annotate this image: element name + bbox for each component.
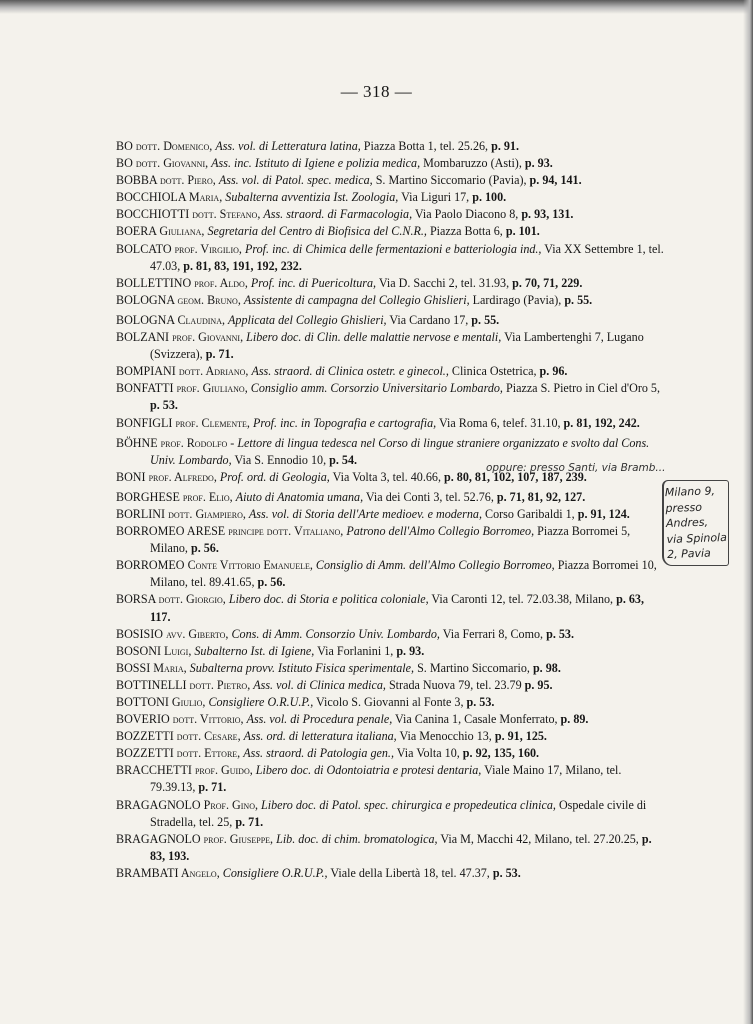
entry-pages: p. 71. [235,814,264,829]
entry-role: Prof. inc. di Puericoltura, [250,275,377,290]
entry-pages: p. 89. [560,712,589,727]
entry-pages: p. 96. [539,364,568,379]
entry-role: Consigliere O.R.U.P., [222,865,328,880]
entry-rest: Via Cardano 17, [386,312,472,327]
directory-entry [116,694,666,711]
entry-rest: S. Martino Siccomario (Pavia), [372,173,530,188]
entry-pages: p. 100. [472,190,507,205]
entry-role: Applicata del Collegio Ghislieri, [228,312,387,327]
entry-pages: p. 70, 71, 229. [512,275,583,290]
entry-role: Ass. vol. di Letteratura latina, [215,139,361,153]
entry-name: BRACCHETTI prof. Guido, [116,763,256,778]
entry-name: BOZZETTI dott. Cesare, [116,729,244,744]
entry-pages: p. 83, 193. [150,831,652,863]
entry-role: Prof. ord. di Geologia, [219,469,330,484]
entry-rest: Via Liguri 17, [398,190,473,205]
entry-pages: p. 53. [492,865,521,880]
entry-role: Subalterna provv. Istituto Fisica sperimentale, [189,660,415,675]
entry-role: Libero doc. di Odontoiatria e protesi dentaria, [255,763,482,778]
page-number: — 318 — [340,82,413,101]
entry-pages: p. 91, 124. [577,506,630,521]
entry-name: BRAGAGNOLO prof. Giuseppe, [116,831,277,846]
entry-pages: p. 54. [329,452,358,467]
entry-pages: p. 63, 117. [150,592,644,624]
directory-entry [116,223,666,240]
entry-rest: Via Roma 6, telef. 31.10, [436,415,564,430]
entry-name: BÖHNE prof. Rodolfo - [116,435,238,450]
entry-pages: p. 101. [505,224,540,239]
entry-pages: p. 80, 81, 102, 107, 187, 239. [444,469,587,484]
entry-pages: p. 94, 141. [529,173,582,188]
directory-entry [116,591,666,625]
entry-pages: p. 56. [190,541,219,556]
directory-entry [116,138,666,155]
entry-rest: Via Ferrari 8, Como, [439,626,547,641]
entry-name: BOLZANI prof. Giovanni, [116,330,247,345]
entry-name: BONI prof. Alfredo, [116,469,220,484]
entry-rest: Piazza Borromei 10, Milano, tel. 89.41.65, [150,558,657,590]
handwritten-inline-note: oppure: presso Santi, via Bramb... [486,462,666,474]
entry-rest: S. Martino Siccomario, [414,660,533,675]
entry-role: Ass. vol. di Procedura penale, [246,712,393,727]
entry-role: Ass. vol. di Storia dell'Arte medioev. e moderna, [248,506,482,521]
entry-name: BOSISIO avv. Giberto, [116,626,232,641]
directory-entry [116,523,666,557]
directory-entry [116,312,666,329]
directory-entry [116,557,666,591]
entry-role: Segretaria del Centro di Biofisica del C.N.R., [207,224,427,239]
entry-rest: Piazza S. Pietro in Ciel d'Oro 5, [502,381,660,396]
entry-role: Lettore di lingua tedesca nel Corso di lingue straniere organizzato e svolto dal Cons. Univ. Lombardo, [150,435,650,467]
entry-pages: p. 55. [471,312,500,327]
entry-pages: p. 81, 192, 242. [563,415,640,430]
entry-pages: p. 95. [524,677,553,692]
entry-role: Lib. doc. di chim. bromatologica, [276,831,438,846]
entry-name: BO dott. Domenico, [116,139,216,153]
entry-pages: p. 71. [198,780,227,795]
directory-entry [116,380,666,414]
directory-entry [116,660,666,677]
entry-role: Libero doc. di Storia e politica coloniale, [228,592,429,607]
entry-rest: Piazza Botta 1, tel. 25.26, [360,139,492,153]
entry-rest: Via Paolo Diacono 8, [412,207,522,222]
directory-entry [116,172,666,189]
entry-name: BOTTONI Giulio, [116,695,209,709]
entry-name: BOSSI Maria, [116,660,190,675]
entry-rest: Viale Maino 17, Milano, tel. 79.39.13, [150,763,622,795]
directory-entries [116,138,666,882]
entry-name: BOLOGNA geom. Bruno, [116,292,244,307]
entry-pages: p. 93. [524,156,553,171]
entry-name: BOVERIO dott. Vittorio, [116,712,247,727]
entry-role: Ass. vol. di Clinica medica, [253,677,386,692]
entry-rest: Via S. Ennodio 10, [231,452,330,467]
entry-rest: Ospedale civile di Stradella, tel. 25, [150,797,647,829]
entry-rest: Via Canina 1, Casale Monferrato, [392,712,561,727]
entry-pages: p. 55. [564,292,593,307]
directory-entry [116,831,666,865]
entry-rest: Strada Nuova 79, tel. 23.79 [385,677,525,692]
entry-role: Ass. straord. di Farmacologia, [263,207,413,222]
entry-pages: p. 93, 131. [521,207,574,222]
entry-role: Libero doc. di Patol. spec. chirurgica e propedeutica clinica, [261,797,556,812]
entry-pages: p. 91. [491,139,519,153]
entry-role: Ass. straord. di Clinica ostetr. e ginecol., [251,364,449,379]
directory-entry [116,745,666,762]
directory-entry [116,728,666,745]
entry-pages: p. 93. [396,643,425,658]
entry-rest: Piazza Borromei 5, Milano, [150,524,631,556]
entry-name: BORGHESE prof. Elio, [116,489,236,504]
entry-role: Ass. inc. Istituto di Igiene e polizia medica, [211,156,421,171]
directory-entry [116,506,666,523]
entry-rest: Vicolo S. Giovanni al Fonte 3, [313,695,467,709]
entry-name: BOTTINELLI dott. Pietro, [116,677,254,692]
entry-pages: p. 53. [546,626,574,641]
entry-rest: Via Volta 3, tel. 40.66, [329,469,445,484]
entry-pages: p. 81, 83, 191, 192, 232. [183,258,302,273]
directory-entry [116,415,666,432]
directory-entry [116,329,666,363]
entry-role: Assistente di campagna del Collegio Ghislieri, [243,292,470,307]
scan-top-edge [0,0,753,14]
entry-pages: p. 53. [150,398,178,413]
entry-role: Prof. inc. in Topografia e cartografia, [252,415,437,430]
directory-entry [116,865,666,882]
entry-name: BOCCHIOTTI dott. Stefano, [116,207,264,222]
entry-name: BORLINI dott. Giampiero, [116,506,249,521]
entry-name: BONFIGLI prof. Clemente, [116,415,253,430]
entry-role: Ass. straord. di Patologia gen., [243,746,394,761]
entry-name: BORROMEO ARESE principe dott. Vitaliano, [116,524,347,539]
entry-rest: Lardirago (Pavia), [469,292,565,307]
entry-rest: Via Forlanini 1, [314,643,397,658]
entry-pages: p. 92, 135, 160. [462,746,540,761]
entry-role: Ass. vol. di Patol. spec. medica, [218,173,373,188]
directory-entry [116,643,666,660]
directory-entry [116,363,666,380]
entry-rest: Via Lambertenghi 7, Lugano (Svizzera), [150,330,644,362]
directory-entry [116,241,666,275]
directory-entry [116,677,666,694]
handwritten-margin-note: Milano 9, presso Andres, via Spinola 2, Pavia [664,484,728,562]
entry-rest: Via XX Settembre 1, tel. 47.03, [150,241,664,273]
scan-right-edge [743,0,753,1024]
entry-role: Ass. ord. di letteratura italiana, [243,729,397,744]
entry-pages: p. 71, 81, 92, 127. [496,489,586,504]
entry-rest: Via Volta 10, [393,746,463,761]
entry-name: BOCCHIOLA Maria, [116,190,226,205]
entry-role: Subalterno Ist. di Igiene, [194,643,315,658]
entry-pages: p. 53. [466,695,495,709]
entry-name: BOZZETTI dott. Ettore, [116,746,244,761]
entry-rest: Via dei Conti 3, tel. 52.76, [363,489,497,504]
entry-role: Subalterna avventizia Ist. Zoologia, [225,190,399,205]
directory-entry [116,275,666,292]
entry-name: BOBBA dott. Piero, [116,173,219,188]
entry-role: Prof. inc. di Chimica delle fermentazioni e batteriologia ind., [244,241,542,256]
directory-entry [116,711,666,728]
entry-role: Libero doc. di Clin. delle malattie nervose e mentali, [246,330,502,345]
entry-rest: Mombaruzzo (Asti), [420,156,525,171]
entry-role: Aiuto di Anatomia umana, [235,489,364,504]
entry-name: BO dott. Giovanni, [116,156,212,171]
entry-rest: Via D. Sacchi 2, tel. 31.93, [376,275,513,290]
entry-name: BOLLETTINO prof. Aldo, [116,275,251,290]
entry-name: BOSONI Luigi, [116,643,195,658]
entry-rest: Via M, Macchi 42, Milano, tel. 27.20.25, [437,831,642,846]
entry-role: Consiglio di Amm. dell'Almo Collegio Borromeo, [315,558,555,573]
directory-entry [116,206,666,223]
entry-name: BRAGAGNOLO Prof. Gino, [116,797,262,812]
entry-name: BONFATTI prof. Giuliano, [116,381,251,396]
directory-entry [116,189,666,206]
entry-role: Cons. di Amm. Consorzio Univ. Lombardo, [231,626,440,641]
directory-entry [116,797,666,831]
entry-rest: Via Caronti 12, tel. 72.03.38, Milano, [428,592,617,607]
directory-entry [116,489,666,506]
entry-pages: p. 98. [532,660,561,675]
entry-name: BRAMBATI Angelo, [116,865,223,880]
entry-role: Consiglio amm. Corsorzio Universitario Lombardo, [250,381,503,396]
entry-name: BOLOGNA Claudina, [116,312,229,327]
entry-rest: Clinica Ostetrica, [448,364,540,379]
directory-entry [116,292,666,309]
entry-role: Consigliere O.R.U.P., [208,695,314,709]
directory-entry [116,155,666,172]
entry-pages: p. 91, 125. [494,729,547,744]
entry-pages: p. 56. [257,575,286,590]
entry-name: BORSA dott. Giorgio, [116,592,229,607]
entry-pages: p. 71. [205,347,234,362]
entry-rest: Viale della Libertà 18, tel. 47.37, [327,865,493,880]
entry-name: BOMPIANI dott. Adriano, [116,364,252,379]
entry-rest: Piazza Botta 6, [426,224,506,239]
entry-role: Patrono dell'Almo Collegio Borromeo, [346,524,535,539]
entry-name: BOLCATO prof. Virgilio, [116,241,245,256]
entry-name: BORROMEO Conte Vittorio Emanuele, [116,558,316,573]
entry-rest: Via Menocchio 13, [396,729,495,744]
entry-name: BOERA Giuliana, [116,224,208,239]
directory-entry [116,762,666,796]
directory-entry [116,626,666,643]
entry-rest: Corso Garibaldi 1, [482,506,578,521]
